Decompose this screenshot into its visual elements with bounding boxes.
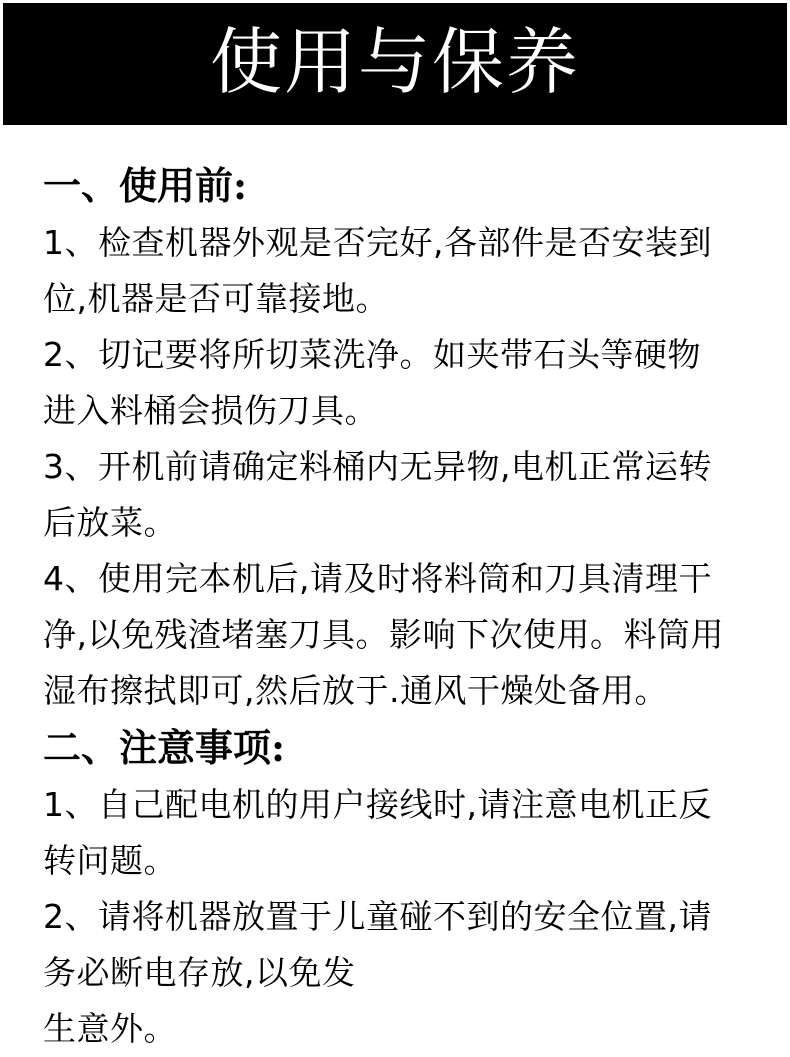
- page-title: 使用与保养: [209, 20, 580, 104]
- instructions-content: [43, 157, 773, 1057]
- section-before-use: [43, 157, 773, 719]
- text-line: 后放菜。: [43, 503, 177, 542]
- section-heading: 二、注意事项:: [43, 725, 286, 770]
- text-line: 4、使用完本机后,请及时将料筒和刀具清理干: [43, 559, 712, 598]
- text-line: 3、开机前请确定料桶内无异物,电机正常运转: [43, 447, 712, 486]
- text-line: 湿布擦拭即可,然后放于.通风干燥处备用。: [43, 671, 668, 710]
- text-line: 净,以免残渣堵塞刀具。影响下次使用。料筒用: [43, 615, 724, 654]
- text-line: 1、自己配电机的用户接线时,请注意电机正反: [43, 785, 712, 824]
- text-line: 务必断电存放,以免发: [43, 953, 356, 992]
- text-line: 转问题。: [43, 841, 177, 880]
- section-heading: 一、使用前:: [43, 163, 248, 208]
- title-banner: [3, 3, 787, 125]
- text-line: 生意外。: [43, 1009, 177, 1048]
- text-line: 2、切记要将所切菜洗净。如夹带石头等硬物: [43, 335, 701, 374]
- text-line: 进入料桶会损伤刀具。: [43, 391, 378, 430]
- section-precautions: [43, 719, 773, 1057]
- text-line: 1、检查机器外观是否完好,各部件是否安装到: [43, 223, 712, 262]
- text-line: 位,机器是否可靠接地。: [43, 279, 389, 318]
- text-line: 2、请将机器放置于儿童碰不到的安全位置,请: [43, 897, 712, 936]
